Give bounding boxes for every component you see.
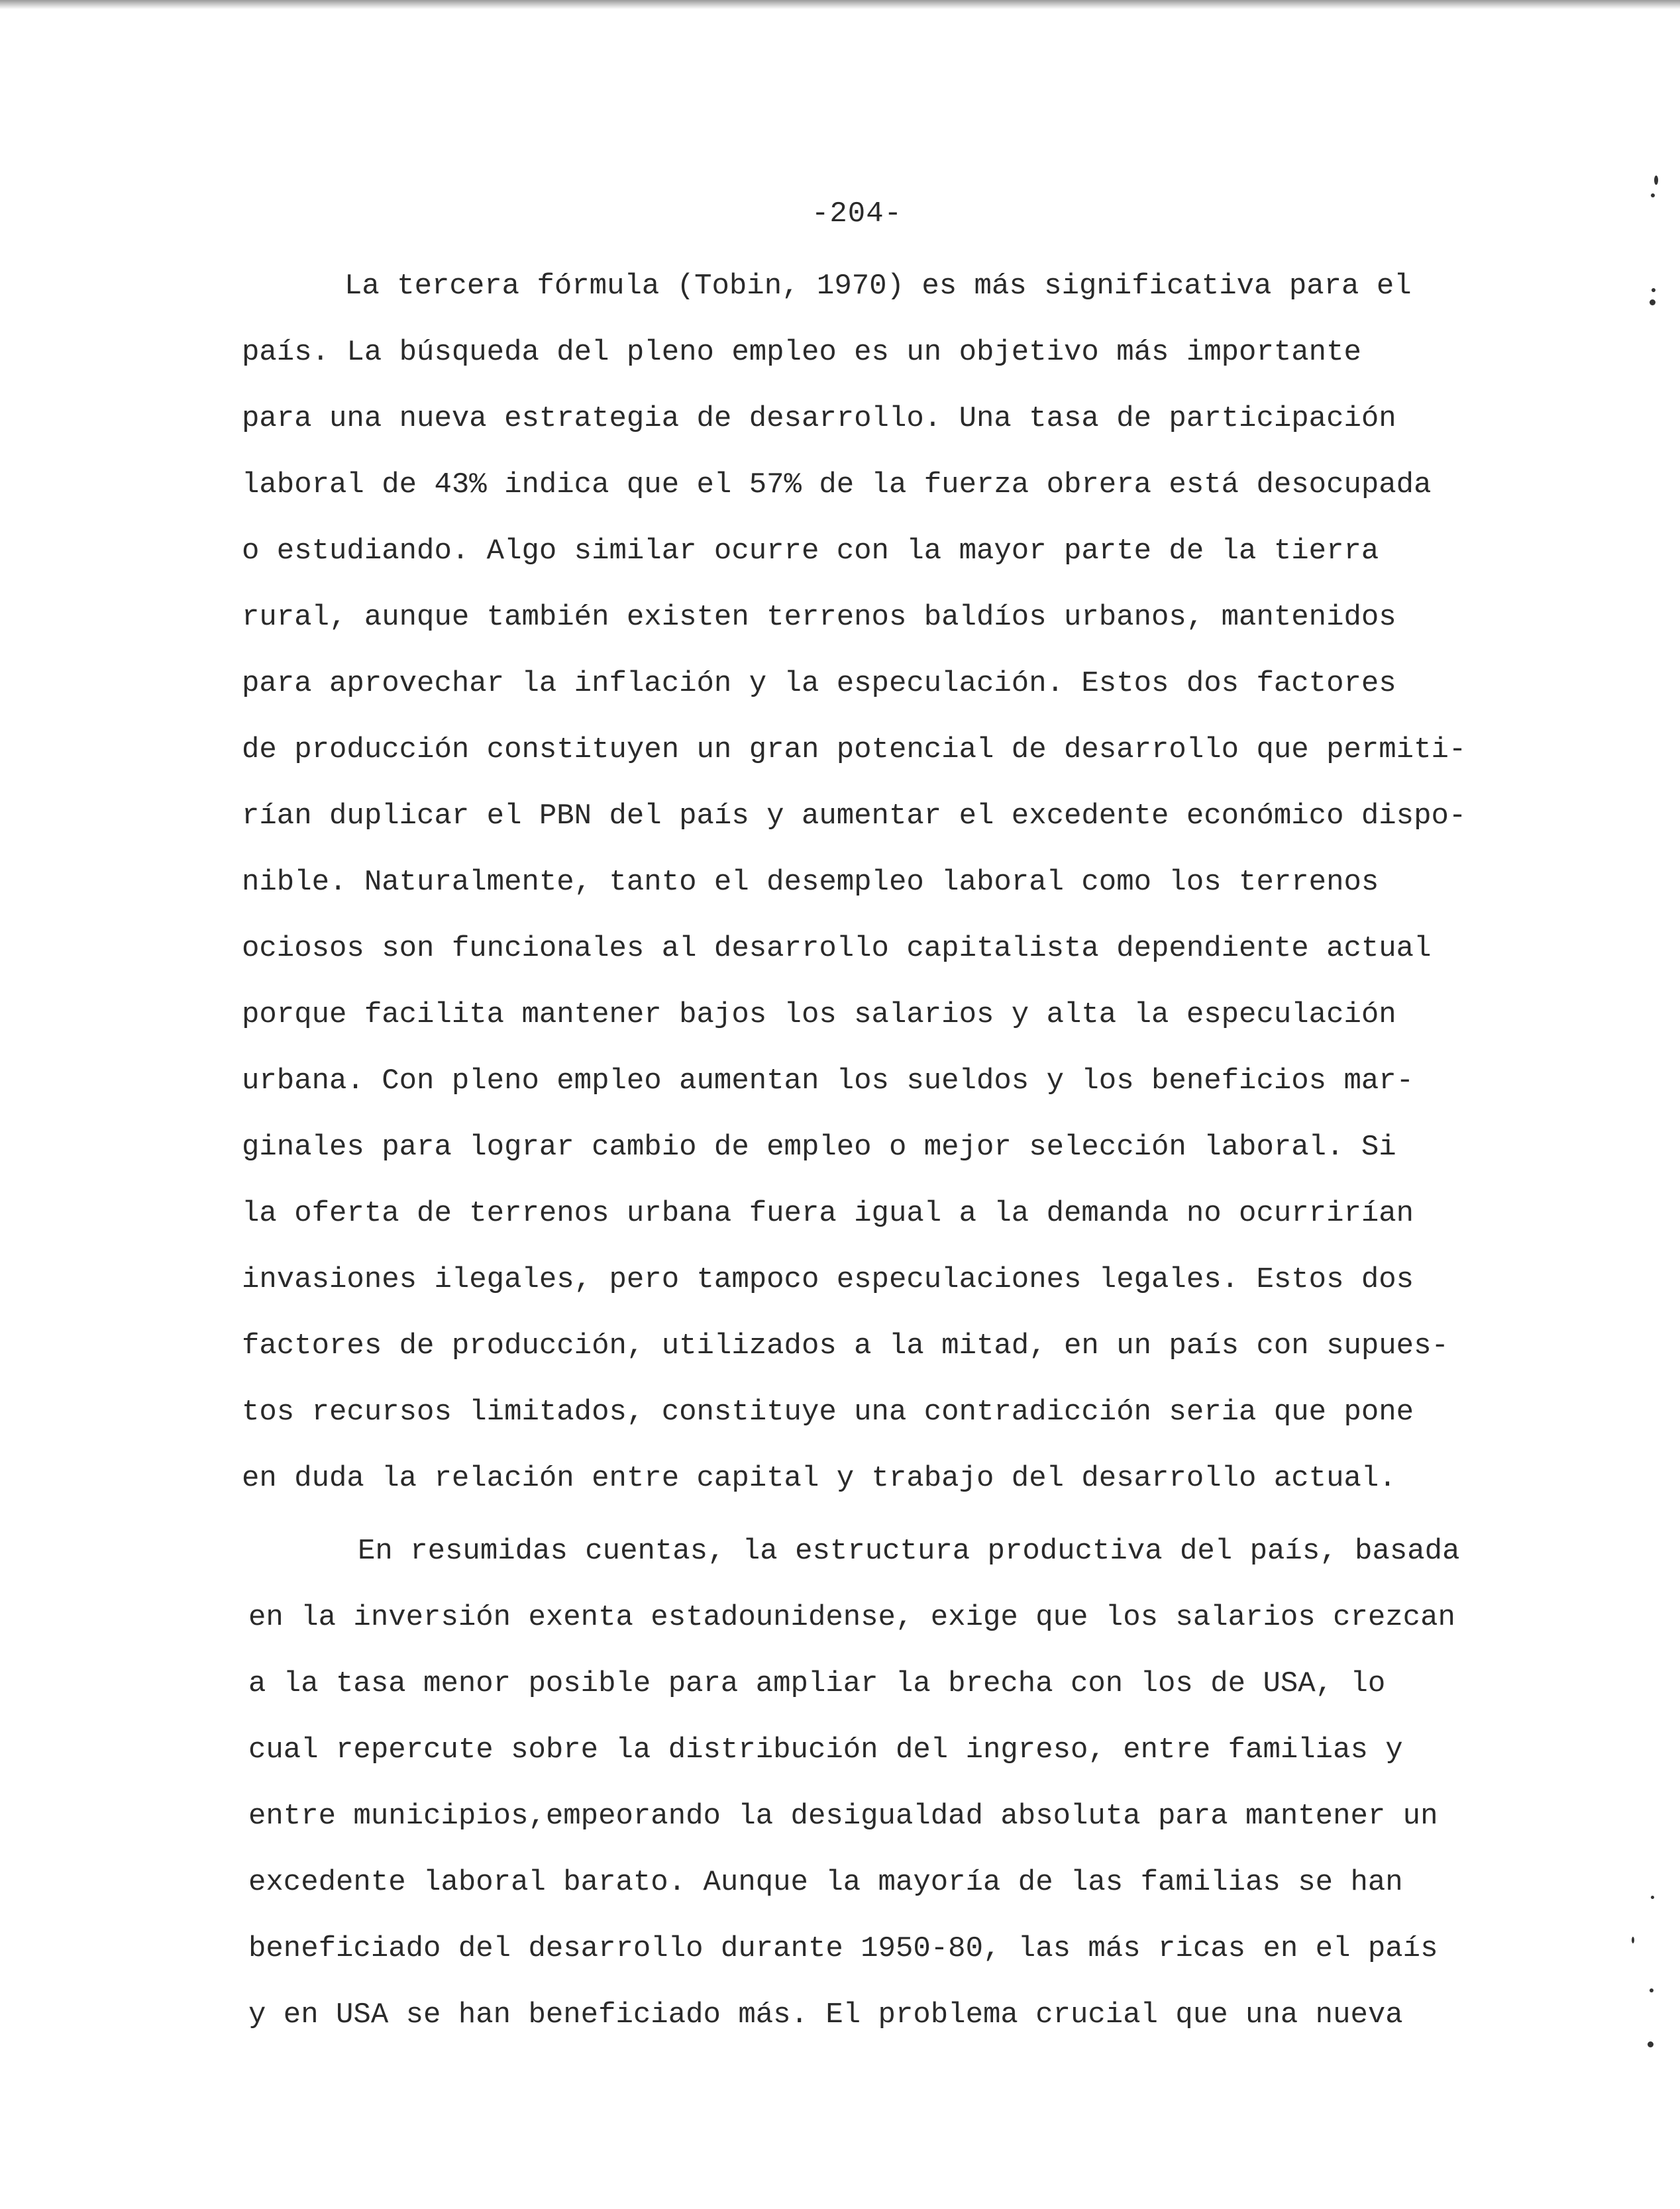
text-line: o estudiando. Algo similar ocurre con la mayor parte de la tierra xyxy=(242,535,1379,568)
page-number: -204- xyxy=(812,197,903,231)
scan-speck xyxy=(1651,1896,1654,1899)
text-line: la oferta de terrenos urbana fuera igual a la demanda no ocurrirían xyxy=(242,1197,1414,1230)
scan-speck xyxy=(1650,1988,1654,1992)
text-line: para una nueva estrategia de desarrollo. Una tasa de participación xyxy=(242,402,1396,435)
scan-speck xyxy=(1650,299,1655,305)
scan-top-edge xyxy=(0,0,1680,9)
text-line: nible. Naturalmente, tanto el desempleo laboral como los terrenos xyxy=(242,866,1379,899)
scan-speck xyxy=(1654,176,1658,185)
text-line: cual repercute sobre la distribución del ingreso, entre familias y xyxy=(248,1733,1403,1767)
text-line: excedente laboral barato. Aunque la mayoría de las familias se han xyxy=(248,1866,1403,1899)
text-line: de producción constituyen un gran potencial de desarrollo que permiti- xyxy=(242,733,1467,766)
scan-speck xyxy=(1648,2041,1654,2047)
text-line: porque facilita mantener bajos los salarios y alta la especulación xyxy=(242,998,1396,1031)
text-line: urbana. Con pleno empleo aumentan los sueldos y los beneficios mar- xyxy=(242,1064,1414,1098)
text-line: laboral de 43% indica que el 57% de la fuerza obrera está desocupada xyxy=(242,468,1432,501)
text-line: en duda la relación entre capital y trabajo del desarrollo actual. xyxy=(242,1462,1396,1495)
text-line: invasiones ilegales, pero tampoco especulaciones legales. Estos dos xyxy=(242,1263,1414,1296)
text-line: entre municipios,empeorando la desigualdad absoluta para mantener un xyxy=(248,1800,1438,1833)
scan-speck xyxy=(1651,193,1655,197)
text-line: tos recursos limitados, constituye una contradicción seria que pone xyxy=(242,1396,1414,1429)
scan-speck xyxy=(1632,1937,1634,1943)
text-line: beneficiado del desarrollo durante 1950-80, las más ricas en el país xyxy=(248,1932,1438,1965)
text-line: para aprovechar la inflación y la especulación. Estos dos factores xyxy=(242,667,1396,700)
text-line: y en USA se han beneficiado más. El problema crucial que una nueva xyxy=(248,1998,1403,2031)
text-line: ginales para lograr cambio de empleo o mejor selección laboral. Si xyxy=(242,1131,1396,1164)
text-line: La tercera fórmula (Tobin, 1970) es más significativa para el xyxy=(344,270,1412,303)
text-line: a la tasa menor posible para ampliar la brecha con los de USA, lo xyxy=(248,1667,1386,1700)
text-line: rían duplicar el PBN del país y aumentar el excedente económico dispo- xyxy=(242,799,1467,833)
text-line: ociosos son funcionales al desarrollo capitalista dependiente actual xyxy=(242,932,1432,965)
text-line: rural, aunque también existen terrenos baldíos urbanos, mantenidos xyxy=(242,601,1396,634)
text-line: en la inversión exenta estadounidense, exige que los salarios crezcan xyxy=(248,1601,1455,1634)
text-line: En resumidas cuentas, la estructura productiva del país, basada xyxy=(358,1535,1460,1568)
text-line: país. La búsqueda del pleno empleo es un objetivo más importante xyxy=(242,336,1361,369)
scan-speck xyxy=(1652,288,1655,292)
text-line: factores de producción, utilizados a la mitad, en un país con supues- xyxy=(242,1329,1449,1362)
